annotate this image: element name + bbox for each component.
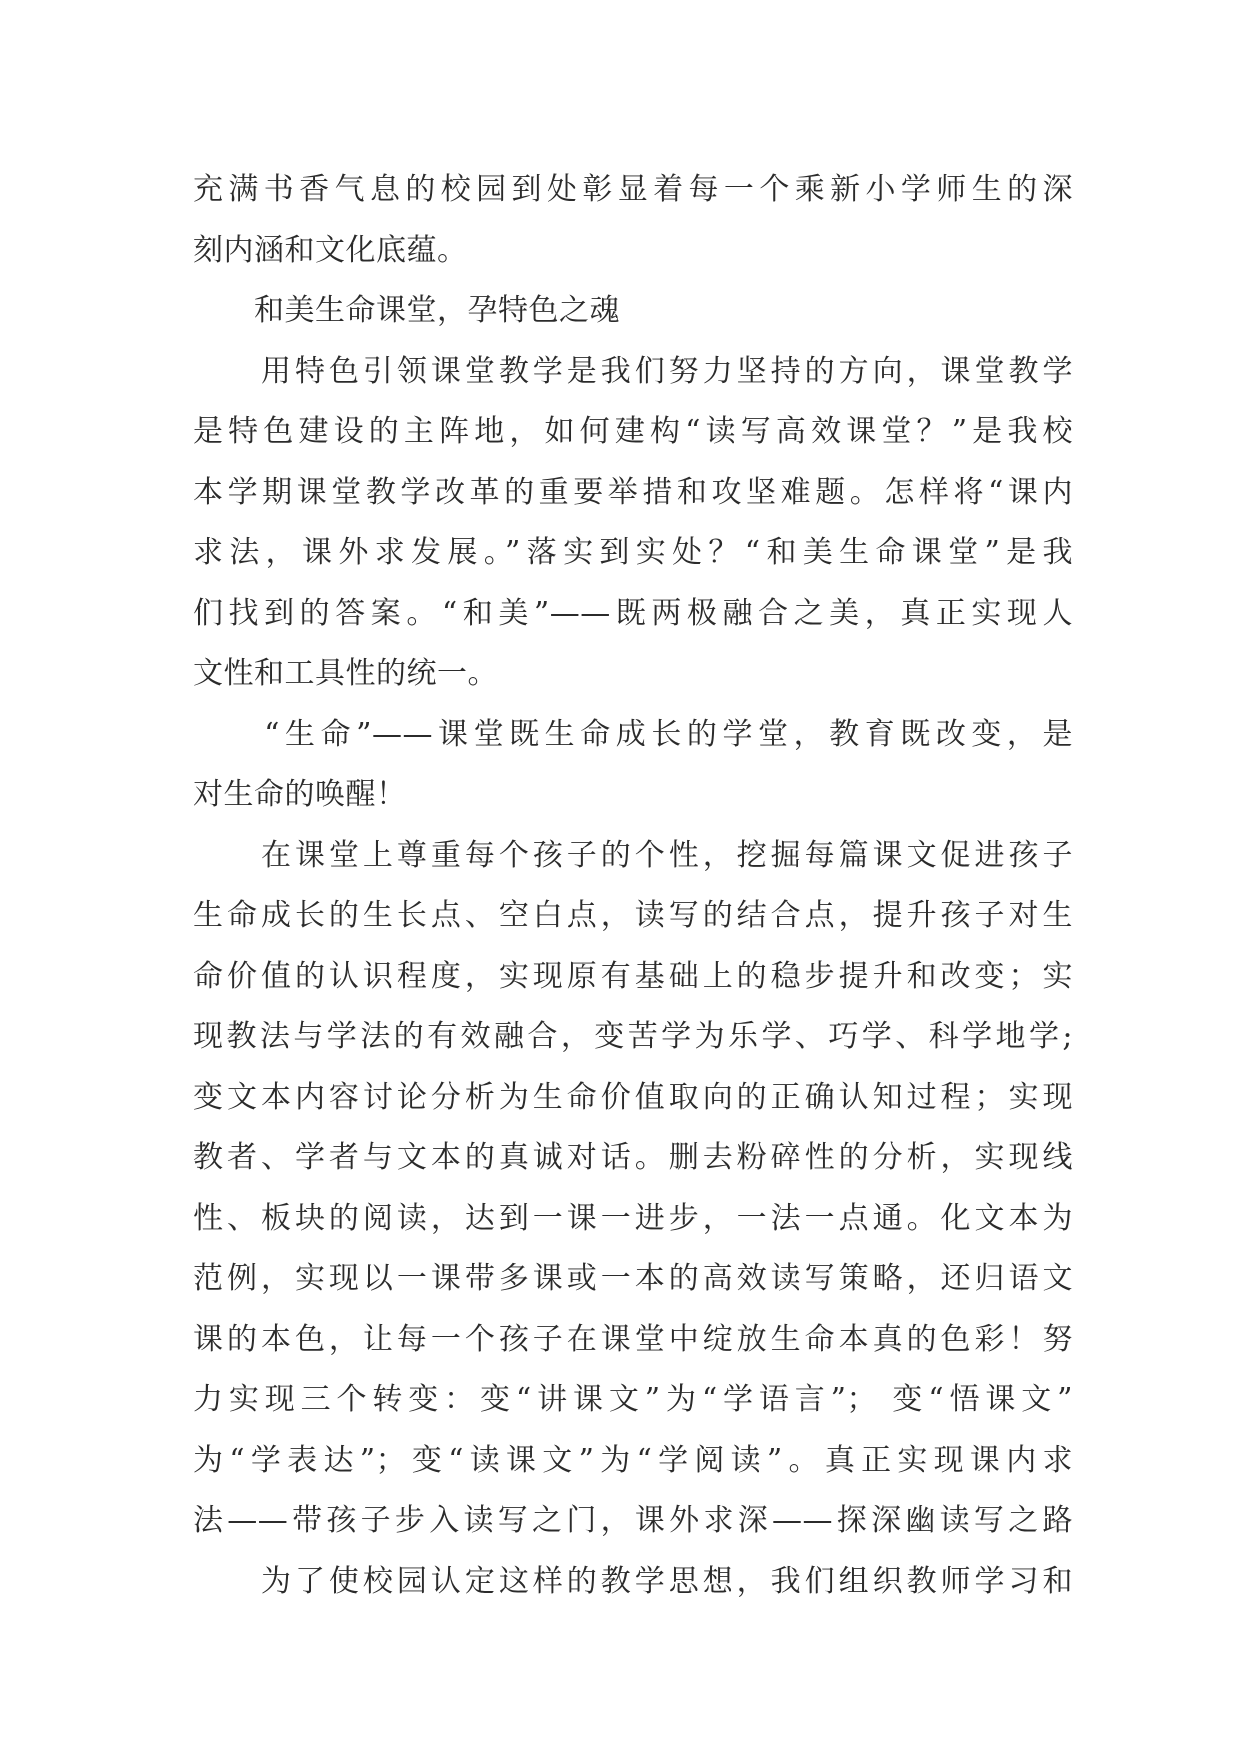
section-heading: 和美生命课堂，孕特色之魂 xyxy=(193,293,620,328)
text-line: 们找到的答案。“和美”——既两极融合之美，真正实现人 xyxy=(193,595,1073,631)
text-line: 法——带孩子步入读写之门，课外求深——探深幽读写之路 xyxy=(193,1503,1073,1538)
text-line: 变文本内容讨论分析为生命价值取向的正确认知过程；实现 xyxy=(193,1079,1073,1115)
text-line: 为“学表达”；变“读课文”为“学阅读”。真正实现课内求 xyxy=(193,1442,1073,1478)
text-line: 命价值的认识程度，实现原有基础上的稳步提升和改变；实 xyxy=(193,958,1073,994)
text-line: 在课堂上尊重每个孩子的个性，挖掘每篇课文促进孩子 xyxy=(193,837,1073,873)
text-line: 求法，课外求发展。”落实到实处？“和美生命课堂”是我 xyxy=(193,535,1073,570)
text-line: 力实现三个转变：变“讲课文”为“学语言”； 变“悟课文” xyxy=(193,1382,1073,1417)
text-line: 充满书香气息的校园到处彰显着每一个乘新小学师生的深 xyxy=(193,172,1073,207)
text-line: 文性和工具性的统一。 xyxy=(193,656,498,691)
text-line: 课的本色，让每一个孩子在课堂中绽放生命本真的色彩！努 xyxy=(193,1321,1073,1357)
body-text xyxy=(193,160,1073,1612)
text-line: 是特色建设的主阵地，如何建构“读写高效课堂？”是我校 xyxy=(193,414,1073,449)
text-line: 现教法与学法的有效融合，变苦学为乐学、巧学、科学地学; xyxy=(193,1019,1073,1054)
text-line: “生命”——课堂既生命成长的学堂，教育既改变，是 xyxy=(193,716,1073,752)
text-line: 为了使校园认定这样的教学思想，我们组织教师学习和 xyxy=(193,1563,1073,1599)
text-line: 教者、学者与文本的真诚对话。删去粉碎性的分析，实现线 xyxy=(193,1140,1073,1175)
text-line: 生命成长的生长点、空白点，读写的结合点，提升孩子对生 xyxy=(193,898,1073,933)
text-line: 对生命的唤醒！ xyxy=(193,777,407,812)
text-line: 性、板块的阅读，达到一课一进步，一法一点通。化文本为 xyxy=(193,1200,1073,1236)
text-line: 刻内涵和文化底蕴。 xyxy=(193,232,468,268)
text-line: 范例，实现以一课带多课或一本的高效读写策略，还归语文 xyxy=(193,1261,1073,1296)
text-line: 本学期课堂教学改革的重要举措和攻坚难题。怎样将“课内 xyxy=(193,474,1073,510)
text-line: 用特色引领课堂教学是我们努力坚持的方向，课堂教学 xyxy=(193,353,1073,389)
